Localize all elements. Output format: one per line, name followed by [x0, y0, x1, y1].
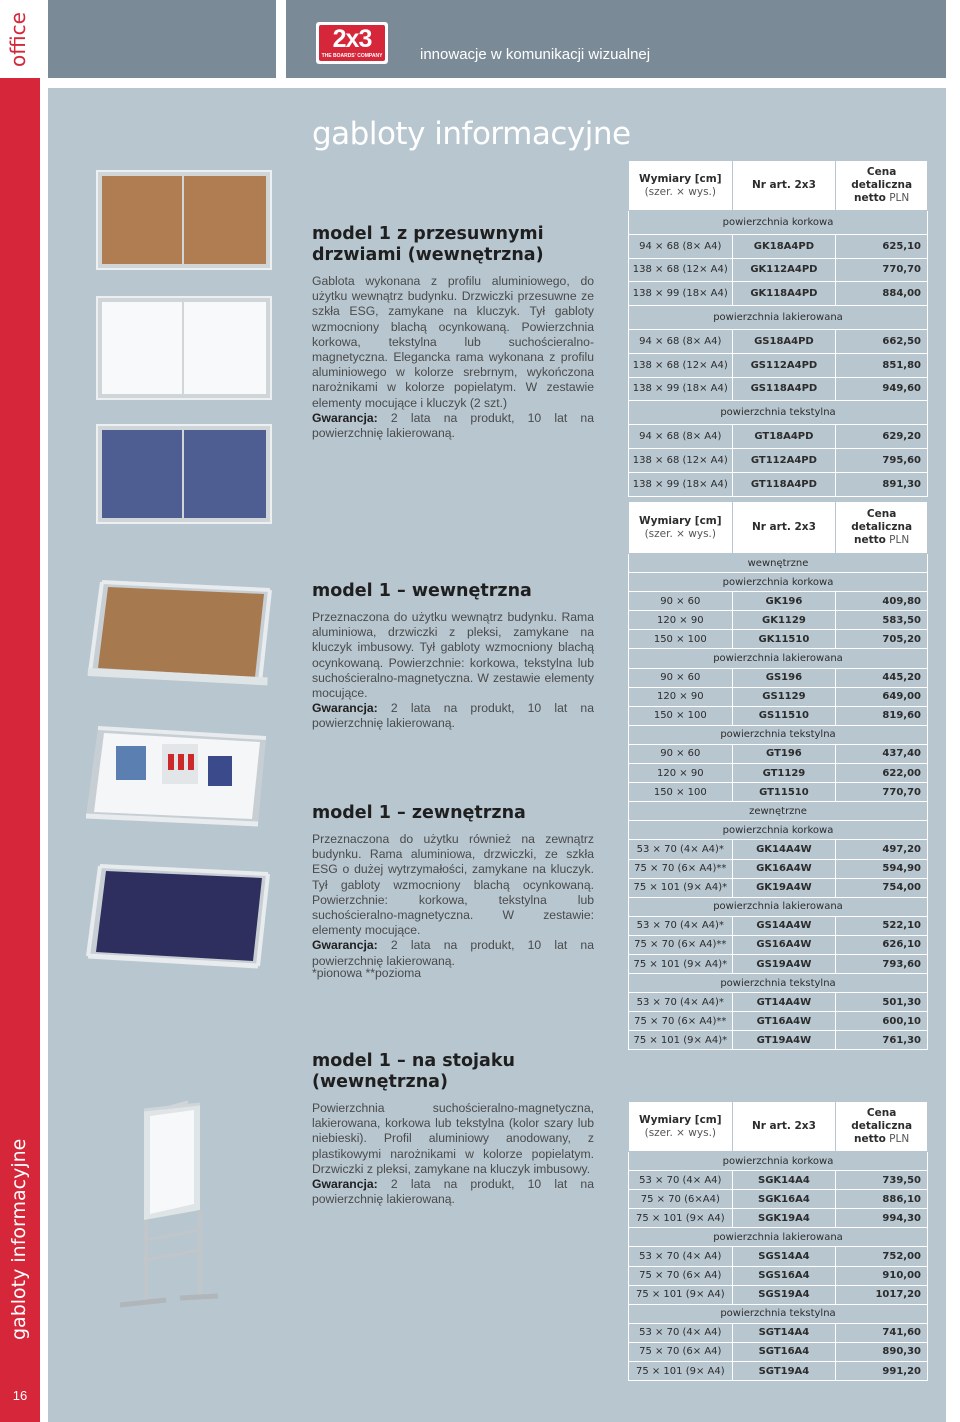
cell-dimensions: 120 × 90 [629, 611, 733, 630]
category-label: powierzchnia lakierowana [629, 1228, 928, 1247]
table-row [629, 425, 928, 449]
category-label: powierzchnia korkowa [629, 573, 928, 592]
cell-article-number: SGS16A4 [732, 1266, 836, 1285]
table-category-row [629, 649, 928, 668]
category-label: powierzchnia lakierowana [629, 649, 928, 668]
col-article-number: Nr art. 2x3 [732, 502, 836, 554]
cell-article-number: GS11510 [732, 706, 836, 725]
cell-article-number: GK19A4W [732, 878, 836, 897]
cell-dimensions: 120 × 90 [629, 764, 733, 783]
cell-article-number: GK112A4PD [732, 258, 836, 282]
tagline: innowacje w komunikacji wizualnej [420, 46, 651, 63]
table-row [629, 353, 928, 377]
table-row [629, 1266, 928, 1285]
table-row [629, 1247, 928, 1266]
cell-article-number: GK18A4PD [732, 234, 836, 258]
cell-article-number: SGS14A4 [732, 1247, 836, 1266]
col-article-number: Nr art. 2x3 [732, 161, 836, 211]
table-row [629, 377, 928, 401]
table-row [629, 1031, 928, 1050]
col-price: Cena detaliczna netto PLN [836, 161, 928, 211]
cork-board-image [96, 170, 272, 270]
cell-price: 752,00 [836, 1247, 928, 1266]
cell-price: 497,20 [836, 840, 928, 859]
cell-article-number: GT11510 [732, 783, 836, 802]
cell-price: 819,60 [836, 706, 928, 725]
cell-price: 991,20 [836, 1362, 928, 1381]
cell-article-number: GS1129 [732, 687, 836, 706]
cell-article-number: GK11510 [732, 630, 836, 649]
table-row [629, 668, 928, 687]
table-row [629, 611, 928, 630]
category-label: wewnętrzne [629, 554, 928, 573]
cell-article-number: GT16A4W [732, 1012, 836, 1031]
cell-price: 409,80 [836, 592, 928, 611]
table-category-row [629, 211, 928, 235]
cell-article-number: GT19A4W [732, 1031, 836, 1050]
cell-price: 851,80 [836, 353, 928, 377]
cell-price: 662,50 [836, 329, 928, 353]
model-description: Przeznaczona do użytku również na zewnątrz budynku. Rama aluminiowa, drzwiczki, ze szkła ESG o dużej wytrzymałości, zamykane na kluczyk. Tył gabloty wzmocniony blachą ocynkowaną. Powierzchnie: korkowa, tekstylna lub suchościeralno-magnetyczna. W zestawie: elementy mocujące. Gwarancja: 2 lata na produkt, 10 lat na powierzchnię lakierowaną. [312, 832, 594, 968]
cell-article-number: GT112A4PD [732, 448, 836, 472]
cell-price: 583,50 [836, 611, 928, 630]
table-row [629, 472, 928, 496]
table-category-row [629, 821, 928, 840]
model-external [312, 803, 594, 969]
cell-dimensions: 75 × 101 (9× A4) [629, 1209, 733, 1228]
category-label: powierzchnia korkowa [629, 211, 928, 235]
cell-dimensions: 94 × 68 (8× A4) [629, 425, 733, 449]
table-row [629, 916, 928, 935]
brand-logo [316, 22, 388, 64]
table-category-row [629, 1152, 928, 1171]
cell-article-number: SGK14A4 [732, 1171, 836, 1190]
cell-price: 629,20 [836, 425, 928, 449]
table-row [629, 783, 928, 802]
table-category-row [629, 897, 928, 916]
cell-price: 445,20 [836, 668, 928, 687]
cell-price: 741,60 [836, 1323, 928, 1342]
cell-price: 949,60 [836, 377, 928, 401]
table-row [629, 1012, 928, 1031]
cell-price: 795,60 [836, 448, 928, 472]
table-row [629, 954, 928, 973]
category-label: powierzchnia lakierowana [629, 897, 928, 916]
table-header-row [629, 502, 928, 554]
table-category-row [629, 802, 928, 821]
table-row [629, 630, 928, 649]
table-row [629, 234, 928, 258]
col-price: Cena detaliczna netto PLN [836, 1102, 928, 1152]
cell-price: 910,00 [836, 1266, 928, 1285]
model-title: model 1 – na stojaku (wewnętrzna) [312, 1051, 515, 1092]
cell-price: 884,00 [836, 282, 928, 306]
cell-price: 625,10 [836, 234, 928, 258]
cell-price: 754,00 [836, 878, 928, 897]
cell-price: 705,20 [836, 630, 928, 649]
table-row [629, 258, 928, 282]
table-category-row [629, 1228, 928, 1247]
cell-price: 770,70 [836, 258, 928, 282]
stand-board-image [106, 1100, 236, 1315]
category-label: powierzchnia korkowa [629, 821, 928, 840]
cell-price: 1017,20 [836, 1285, 928, 1304]
table-category-row [629, 306, 928, 330]
category-label: powierzchnia tekstylna [629, 1304, 928, 1323]
cell-price: 600,10 [836, 1012, 928, 1031]
cell-price: 594,90 [836, 859, 928, 878]
table-row [629, 1190, 928, 1209]
cell-dimensions: 150 × 100 [629, 630, 733, 649]
cell-article-number: GT196 [732, 744, 836, 763]
logo-sub-text: THE BOARDS' COMPANY [321, 53, 383, 59]
cell-dimensions: 75 × 70 (6× A4)** [629, 935, 733, 954]
cell-price: 793,60 [836, 954, 928, 973]
cell-price: 886,10 [836, 1190, 928, 1209]
table-row [629, 329, 928, 353]
cell-article-number: SGS19A4 [732, 1285, 836, 1304]
cell-article-number: GK196 [732, 592, 836, 611]
cell-dimensions: 138 × 99 (18× A4) [629, 472, 733, 496]
col-dimensions: Wymiary [cm] (szer. × wys.) [629, 502, 733, 554]
cell-article-number: GS14A4W [732, 916, 836, 935]
cell-article-number: SGK16A4 [732, 1190, 836, 1209]
cell-article-number: GS196 [732, 668, 836, 687]
cork-display-case-image [80, 572, 280, 697]
cell-article-number: GS118A4PD [732, 377, 836, 401]
textile-board-image [96, 424, 272, 524]
category-label: powierzchnia lakierowana [629, 306, 928, 330]
section-label: gabloty informacyjne [8, 1138, 30, 1340]
cell-dimensions: 75 × 70 (6×A4) [629, 1190, 733, 1209]
cell-dimensions: 138 × 68 (12× A4) [629, 258, 733, 282]
cell-article-number: GK118A4PD [732, 282, 836, 306]
table-row [629, 744, 928, 763]
logo-main-text: 2x3 [332, 25, 372, 53]
table-row [629, 1209, 928, 1228]
cell-dimensions: 90 × 60 [629, 744, 733, 763]
cell-price: 739,50 [836, 1171, 928, 1190]
cell-dimensions: 120 × 90 [629, 687, 733, 706]
model-description: Przeznaczona do użytku wewnątrz budynku. Rama aluminiowa, drzwiczki z pleksi, zamykane na kluczyk imbusowy. Tył gabloty wzmocniony blachą ocynkowaną. Powierzchnie: korkowa, tekstylna lub suchościeralno-magnetyczna. W zestawie elementy mocujące. Gwarancja: 2 lata na produkt, 10 lat na powierzchnię lakierowaną. [312, 610, 594, 731]
page-title: gabloty informacyjne [312, 116, 631, 152]
table-category-row [629, 573, 928, 592]
table-category-row [629, 974, 928, 993]
page-number: 16 [12, 1388, 28, 1403]
cell-article-number: GS16A4W [732, 935, 836, 954]
cell-dimensions: 75 × 70 (6× A4)** [629, 859, 733, 878]
cell-dimensions: 53 × 70 (4× A4)* [629, 916, 733, 935]
cell-dimensions: 53 × 70 (4× A4)* [629, 840, 733, 859]
cell-article-number: GK1129 [732, 611, 836, 630]
cell-dimensions: 90 × 60 [629, 668, 733, 687]
table-category-row [629, 401, 928, 425]
table-header-row [629, 1102, 928, 1152]
cell-dimensions: 75 × 70 (6× A4) [629, 1266, 733, 1285]
model-description: Powierzchnia suchościeralno-magnetyczna, lakierowana, korkowa lub tekstylna (kolor szary lub niebieski). Profil aluminiowy anodowany, z plastikowymi narożnikami w kolorze popielatym. Drzwiczki z pleksi, zamykane na kluczyk imbusowy. Gwarancja: 2 lata na produkt, 10 lat na powierzchnię lakierowaną. [312, 1101, 594, 1207]
table-row [629, 687, 928, 706]
col-article-number: Nr art. 2x3 [732, 1102, 836, 1152]
cell-dimensions: 138 × 99 (18× A4) [629, 377, 733, 401]
table-row [629, 1362, 928, 1381]
cell-dimensions: 90 × 60 [629, 592, 733, 611]
cell-price: 622,00 [836, 764, 928, 783]
cell-dimensions: 94 × 68 (8× A4) [629, 234, 733, 258]
cell-price: 649,00 [836, 687, 928, 706]
category-label: powierzchnia tekstylna [629, 401, 928, 425]
cell-article-number: GT118A4PD [732, 472, 836, 496]
table-row [629, 840, 928, 859]
table-category-row [629, 554, 928, 573]
model-description: Gablota wykonana z profilu aluminiowego, do użytku wewnątrz budynku. Drzwiczki przesuwne ze szkła ESG, zamykane na kluczyk. Tył gabloty wzmocniony blachą ocynkowaną. Powierzchnia korkowa, tekstylna lub suchościeralno-magnetyczna. Elegancka rama wykonana z profilu aluminiowego w kolorze srebrnym, wykończona narożnikami w kolorze popielatym. W zestawie elementy mocujące i kluczyk (2 szt.) Gwarancja: 2 lata na produkt, 10 lat na powierzchnię lakierowaną. [312, 274, 594, 441]
table-row [629, 878, 928, 897]
cell-dimensions: 75 × 101 (9× A4)* [629, 954, 733, 973]
model-title: model 1 – zewnętrzna [312, 803, 526, 823]
col-dimensions: Wymiary [cm] (szer. × wys.) [629, 161, 733, 211]
cell-dimensions: 138 × 68 (12× A4) [629, 353, 733, 377]
cell-price: 761,30 [836, 1031, 928, 1050]
table-row [629, 935, 928, 954]
cell-dimensions: 75 × 101 (9× A4) [629, 1362, 733, 1381]
whiteboard-display-case-image [76, 724, 276, 834]
cell-article-number: SGT14A4 [732, 1323, 836, 1342]
table-row [629, 1323, 928, 1342]
price-table-model1 [628, 501, 928, 1050]
table-row [629, 1285, 928, 1304]
table-header-row [629, 161, 928, 211]
cell-article-number: GS18A4PD [732, 329, 836, 353]
table-row [629, 764, 928, 783]
cell-dimensions: 75 × 70 (6× A4) [629, 1342, 733, 1361]
model-sliding-doors [312, 224, 594, 441]
col-dimensions: Wymiary [cm] (szer. × wys.) [629, 1102, 733, 1152]
footnote: *pionowa **pozioma [312, 966, 422, 980]
cell-article-number: GT1129 [732, 764, 836, 783]
table-row [629, 448, 928, 472]
cell-price: 437,40 [836, 744, 928, 763]
table-row [629, 1342, 928, 1361]
model-stand [312, 1051, 594, 1207]
cell-article-number: GT18A4PD [732, 425, 836, 449]
cell-dimensions: 53 × 70 (4× A4) [629, 1323, 733, 1342]
cell-article-number: GS112A4PD [732, 353, 836, 377]
cell-article-number: GS19A4W [732, 954, 836, 973]
cell-article-number: SGT19A4 [732, 1362, 836, 1381]
table-row [629, 706, 928, 725]
cell-article-number: GK14A4W [732, 840, 836, 859]
table-category-row [629, 725, 928, 744]
cell-dimensions: 75 × 101 (9× A4)* [629, 1031, 733, 1050]
category-label: powierzchnia tekstylna [629, 725, 928, 744]
table-row [629, 1171, 928, 1190]
model-internal [312, 581, 594, 732]
cell-dimensions: 53 × 70 (4× A4) [629, 1171, 733, 1190]
cell-dimensions: 138 × 99 (18× A4) [629, 282, 733, 306]
table-row [629, 859, 928, 878]
cell-price: 626,10 [836, 935, 928, 954]
textile-display-case-image [78, 856, 278, 976]
cell-article-number: GT14A4W [732, 993, 836, 1012]
table-row [629, 282, 928, 306]
cell-dimensions: 94 × 68 (8× A4) [629, 329, 733, 353]
office-label: office [6, 12, 30, 68]
cell-dimensions: 75 × 101 (9× A4)* [629, 878, 733, 897]
cell-dimensions: 53 × 70 (4× A4)* [629, 993, 733, 1012]
category-label: powierzchnia tekstylna [629, 974, 928, 993]
model-title: model 1 – wewnętrzna [312, 581, 532, 601]
col-price: Cena detaliczna netto PLN [836, 502, 928, 554]
cell-price: 994,30 [836, 1209, 928, 1228]
model-title: model 1 z przesuwnymi drzwiami (wewnętrzna) [312, 224, 544, 265]
cell-dimensions: 150 × 100 [629, 783, 733, 802]
cell-dimensions: 53 × 70 (4× A4) [629, 1247, 733, 1266]
whiteboard-image [96, 296, 272, 400]
cell-price: 770,70 [836, 783, 928, 802]
cell-price: 522,10 [836, 916, 928, 935]
header-left-block [48, 0, 276, 78]
table-category-row [629, 1304, 928, 1323]
table-row [629, 993, 928, 1012]
category-label: powierzchnia korkowa [629, 1152, 928, 1171]
cell-dimensions: 75 × 101 (9× A4) [629, 1285, 733, 1304]
cell-article-number: SGK19A4 [732, 1209, 836, 1228]
cell-dimensions: 138 × 68 (12× A4) [629, 448, 733, 472]
cell-article-number: GK16A4W [732, 859, 836, 878]
price-table-stand [628, 1101, 928, 1381]
price-table-sliding [628, 160, 928, 497]
cell-article-number: SGT16A4 [732, 1342, 836, 1361]
cell-dimensions: 75 × 70 (6× A4)** [629, 1012, 733, 1031]
cell-price: 890,30 [836, 1342, 928, 1361]
cell-price: 891,30 [836, 472, 928, 496]
cell-price: 501,30 [836, 993, 928, 1012]
category-label: zewnętrzne [629, 802, 928, 821]
table-row [629, 592, 928, 611]
cell-dimensions: 150 × 100 [629, 706, 733, 725]
